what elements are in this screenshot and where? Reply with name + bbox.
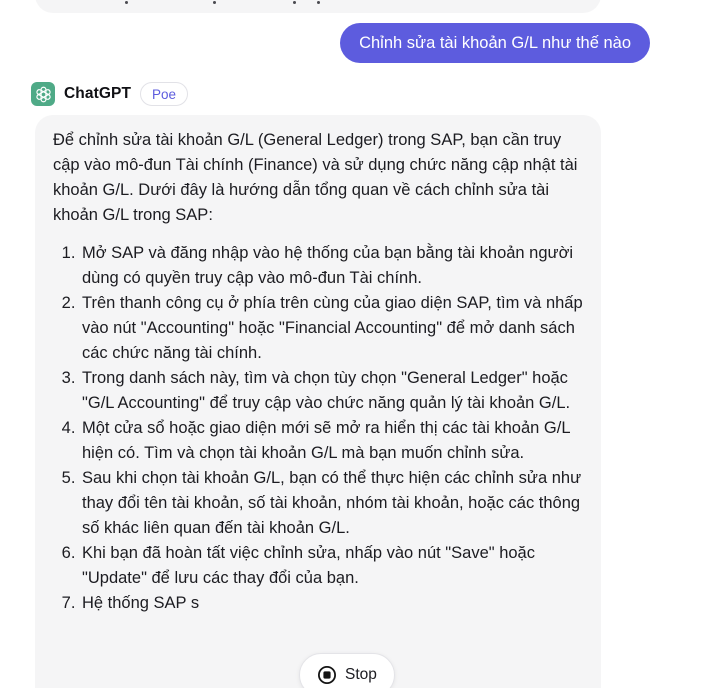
steps-list [53, 241, 583, 616]
clipped-text-fragment [293, 1, 296, 4]
openai-logo-icon [35, 86, 52, 103]
chatgpt-avatar [31, 82, 55, 106]
step-item: 3. Trong danh sách này, tìm và chọn tùy chọn "General Ledger" hoặc "G/L Accounting" để truy cập vào chức năng quản lý tài khoản G/L. [80, 366, 583, 416]
step-item: 2. Trên thanh công cụ ở phía trên cùng của giao diện SAP, tìm và nhấp vào nút "Accounting" hoặc "Financial Accounting" để mở danh sách các chức năng tài chính. [80, 291, 583, 366]
user-message-bubble [340, 23, 650, 63]
step-item: 1. Mở SAP và đăng nhập vào hệ thống của bạn bằng tài khoản người dùng có quyền truy cập vào mô-đun Tài chính. [80, 241, 583, 291]
stop-button[interactable] [299, 653, 395, 688]
stop-button-label: Stop [345, 666, 377, 683]
bot-header [31, 82, 188, 106]
stop-icon [317, 665, 337, 685]
bot-name: ChatGPT [64, 85, 132, 102]
step-item: 7. Hệ thống SAP s [80, 591, 583, 616]
clipped-text-fragment [213, 1, 216, 4]
assistant-message-bubble [35, 115, 601, 688]
clipped-text-fragment [125, 1, 128, 4]
user-message-text: Chỉnh sửa tài khoản G/L như thế nào [359, 34, 631, 52]
previous-message-bubble [35, 0, 601, 13]
poe-badge: Poe [140, 82, 188, 106]
message-intro: Để chỉnh sửa tài khoản G/L (General Ledger) trong SAP, bạn cần truy cập vào mô-đun Tài chính (Finance) và sử dụng chức năng cập nhật tài khoản G/L. Dưới đây là hướng dẫn tổng quan về cách chỉnh sửa tài khoản G/L trong SAP: [53, 131, 578, 224]
step-item: 6. Khi bạn đã hoàn tất việc chỉnh sửa, nhấp vào nút "Save" hoặc "Update" để lưu các thay đổi của bạn. [80, 541, 583, 591]
step-item: 4. Một cửa sổ hoặc giao diện mới sẽ mở ra hiển thị các tài khoản G/L hiện có. Tìm và chọn tài khoản G/L mà bạn muốn chỉnh sửa. [80, 416, 583, 466]
step-item: 5. Sau khi chọn tài khoản G/L, bạn có thể thực hiện các chỉnh sửa như thay đổi tên tài khoản, số tài khoản, nhóm tài khoản, hoặc các thông số khác liên quan đến tài khoản G/L. [80, 466, 583, 541]
clipped-text-fragment [317, 1, 320, 4]
